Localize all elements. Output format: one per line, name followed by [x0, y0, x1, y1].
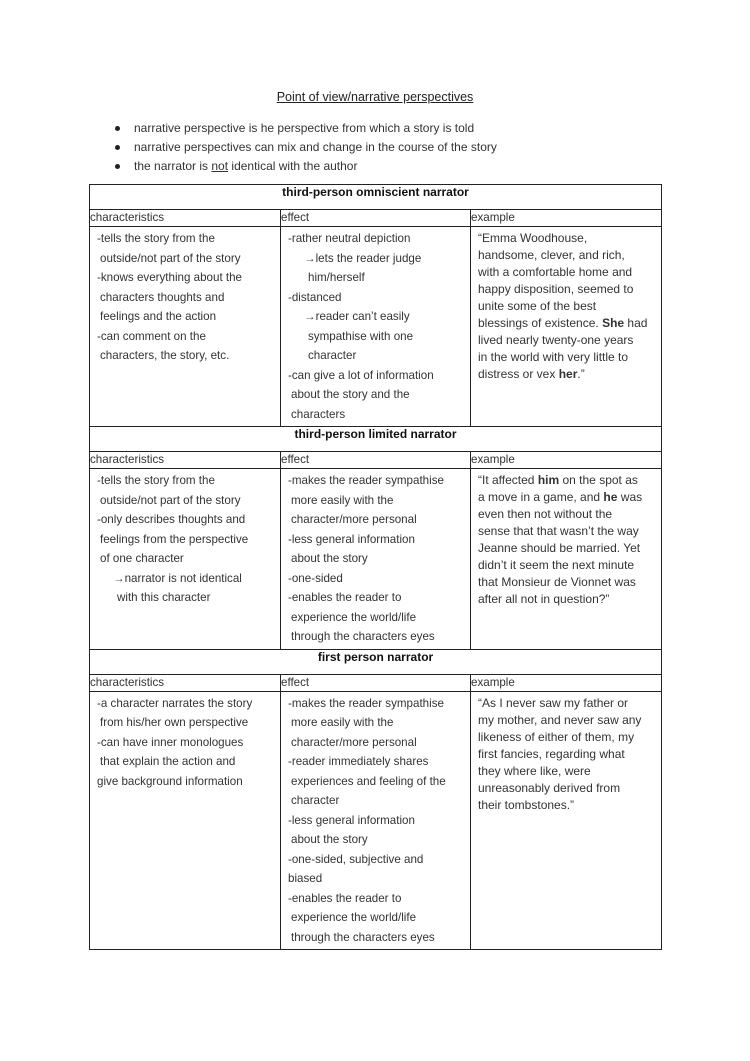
text-line: experience the world/life	[291, 911, 417, 924]
section-title: third-person omniscient narrator	[90, 185, 662, 210]
quote-line: after all not in question?”	[478, 592, 610, 606]
header-example: example	[471, 452, 662, 469]
characteristics-cell	[90, 691, 281, 950]
quote-line: didn’t it seem the next minute	[478, 558, 635, 572]
quote-line: their tombstones.”	[478, 797, 575, 812]
bullet-text: the narrator is	[134, 159, 212, 173]
quote-line: even then not without the	[478, 507, 613, 521]
quote-bold: She	[602, 316, 625, 330]
header-characteristics: characteristics	[90, 452, 281, 469]
text-line: characters, the story, etc.	[100, 349, 230, 362]
quote-line: sense that that wasn’t the way	[478, 524, 639, 538]
header-effect: effect	[281, 674, 471, 691]
characteristics-cell	[90, 227, 281, 427]
example-cell	[471, 469, 662, 650]
quote-text: .”	[577, 367, 585, 381]
text-line: -can comment on the	[97, 329, 206, 343]
quote-line: unreasonably derived from	[478, 780, 621, 795]
bullet-item: narrative perspective is he perspective from which a story is told	[112, 119, 497, 138]
quote-bold: he	[603, 490, 618, 504]
quote-line	[478, 315, 655, 332]
text-line: of one character	[100, 552, 184, 565]
effect-cell	[281, 469, 471, 650]
quote-line: Jeanne should be married. Yet	[478, 541, 641, 555]
text-line: characters thoughts and	[100, 290, 225, 304]
text-line: -can give a lot of information	[288, 368, 434, 382]
text-line: biased	[288, 872, 323, 885]
text-line: character/more personal	[291, 735, 417, 749]
text-line: -rather neutral depiction	[288, 232, 411, 245]
text-line: -makes the reader sympathise	[288, 696, 444, 710]
text-line: experience the world/life	[291, 610, 417, 624]
text-line: him/herself	[308, 271, 365, 284]
quote-line: my mother, and never saw any	[478, 712, 642, 727]
quote-line: happy disposition, seemed to	[478, 282, 634, 296]
text-line: -tells the story from the	[97, 232, 215, 245]
quote-line: handsome, clever, and rich,	[478, 248, 625, 262]
quote-line: first fancies, regarding what	[478, 746, 625, 761]
quote-line	[478, 489, 655, 506]
text-line: about the story	[291, 552, 368, 565]
text-line: -distanced	[288, 290, 342, 304]
quote-text: had	[624, 316, 648, 330]
bullet-emphasis: not	[211, 159, 229, 173]
effect-cell	[281, 691, 471, 950]
text-line: outside/not part of the story	[100, 251, 241, 265]
text-line: -knows everything about the	[97, 271, 243, 284]
text-line: →reader can’t easily	[304, 310, 410, 323]
text-line: feelings from the perspective	[100, 532, 249, 546]
page-title: Point of view/narrative perspectives	[276, 90, 474, 104]
quote-text: “It affected	[478, 473, 538, 487]
quote-text: was	[617, 490, 643, 504]
text-line: through the characters eyes	[291, 630, 435, 643]
text-line: outside/not part of the story	[100, 493, 241, 507]
header-example: example	[471, 210, 662, 227]
text-line: -a character narrates the story	[97, 696, 253, 710]
quote-line: “As I never saw my father or	[478, 695, 629, 710]
bullet-item: narrative perspectives can mix and change in the course of the story	[112, 138, 497, 157]
quote-line: lived nearly twenty-one years	[478, 333, 634, 347]
text-line: experiences and feeling of the	[291, 774, 446, 788]
section-title: first person narrator	[90, 649, 662, 674]
text-line: character/more personal	[291, 513, 417, 526]
text-line: from his/her own perspective	[100, 716, 249, 729]
text-line: -one-sided, subjective and	[288, 852, 424, 866]
quote-line: “Emma Woodhouse,	[478, 231, 588, 245]
text-line: give background information	[97, 774, 243, 788]
quote-text: distress or vex	[478, 367, 559, 381]
text-line: -one-sided	[288, 571, 343, 585]
header-example: example	[471, 674, 662, 691]
text-line: about the story and the	[291, 388, 410, 401]
text-line: →narrator is not identical	[113, 571, 242, 585]
quote-line: with a comfortable home and	[478, 265, 633, 279]
text-line: sympathise with one	[308, 329, 414, 343]
quote-bold: him	[537, 473, 560, 487]
text-line: more easily with the	[291, 493, 394, 507]
text-line: through the characters eyes	[291, 930, 435, 944]
text-line: -can have inner monologues	[97, 735, 244, 749]
characteristics-cell	[90, 469, 281, 650]
header-effect: effect	[281, 452, 471, 469]
quote-line: in the world with very little to	[478, 350, 629, 364]
effect-cell	[281, 227, 471, 427]
quote-bold: her	[558, 367, 578, 381]
quote-line	[478, 472, 655, 489]
text-line: -less general information	[288, 813, 415, 827]
text-line: with this character	[117, 591, 211, 604]
bullet-item	[112, 157, 497, 176]
text-line: -enables the reader to	[288, 591, 402, 604]
text-line: -only describes thoughts and	[97, 513, 246, 526]
quote-text: blessings of existence.	[478, 316, 603, 330]
text-line: about the story	[291, 833, 368, 846]
header-characteristics: characteristics	[90, 210, 281, 227]
header-effect: effect	[281, 210, 471, 227]
text-line: -makes the reader sympathise	[288, 474, 444, 487]
text-line: character	[291, 794, 340, 807]
bullet-text: identical with the author	[228, 159, 358, 173]
example-cell	[471, 691, 662, 950]
quote-line: they where like, were	[478, 763, 591, 778]
text-line: character	[308, 349, 357, 362]
quote-line	[478, 366, 655, 383]
quote-text: on the spot as	[559, 473, 638, 487]
text-line: more easily with the	[291, 716, 394, 729]
header-characteristics: characteristics	[90, 674, 281, 691]
example-cell	[471, 227, 662, 427]
section-title: third-person limited narrator	[90, 427, 662, 452]
text-line: characters	[291, 407, 346, 421]
text-line: -less general information	[288, 532, 415, 546]
text-line: →lets the reader judge	[304, 251, 422, 265]
text-line: -tells the story from the	[97, 474, 215, 487]
text-line: -reader immediately shares	[288, 755, 429, 768]
quote-line: likeness of either of them, my	[478, 729, 635, 744]
quote-text: a move in a game, and	[478, 490, 604, 504]
text-line: feelings and the action	[100, 310, 217, 323]
bullet-list	[112, 119, 497, 176]
text-line: that explain the action and	[100, 755, 236, 768]
perspectives-table	[89, 184, 662, 950]
quote-line: that Monsieur de Vionnet was	[478, 575, 636, 589]
text-line: -enables the reader to	[288, 891, 402, 905]
quote-line: unite some of the best	[478, 299, 597, 313]
